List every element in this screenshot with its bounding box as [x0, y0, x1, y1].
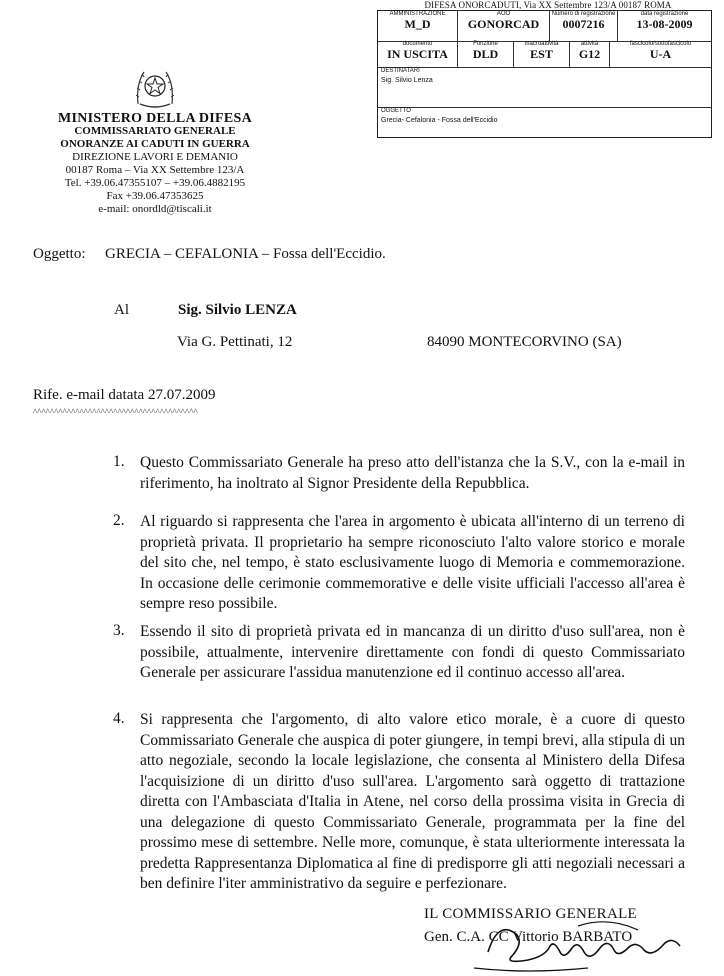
stamp-data: data registrazione 13-08-2009: [636, 11, 693, 31]
subject-line: [33, 246, 386, 263]
office-subname: ONORANZE AI CADUTI IN GUERRA: [60, 138, 250, 150]
reference-underline: ^^^^^^^^^^^^^^^^^^^^^^^^^^^^^^^^^^^^^^^: [33, 407, 198, 417]
paragraph-1: Questo Commissariato Generale ha preso atto dell'istanza che la S.V., con la e-mail in riferimento, ha inoltrato al Signor Presidente della Repubblica.: [140, 454, 685, 492]
stamp-row-1: [378, 11, 711, 42]
recipient-name: Sig. Silvio LENZA: [178, 302, 297, 318]
protocol-stamp: [377, 10, 712, 138]
recipient-city: 84090 MONTECORVINO (SA): [427, 334, 622, 350]
paragraph-number: 1.: [113, 453, 125, 470]
stamp-row-oggetto: OGGETTO Grecia- Cefalonia - Fossa dell'Eccidio: [381, 108, 498, 124]
stamp-aoo: AOO GONORCAD: [458, 11, 550, 41]
stamp-attivita: attività G12: [570, 41, 610, 67]
department-name: DIREZIONE LAVORI E DEMANIO: [72, 151, 238, 163]
ministry-title: MINISTERO DELLA DIFESA: [57, 111, 253, 126]
reference-line: Rife. e-mail datata 27.07.2009: [33, 387, 216, 403]
signatory-title: IL COMMISSARIO GENERALE: [424, 906, 638, 922]
stamp-header: DIFESA ONORCADUTI, Via XX Settembre 123/A 00187 ROMA: [424, 0, 672, 10]
stamp-row-destinatari: DESTINATARI Sig. Silvio Lenza: [378, 67, 711, 108]
handwritten-signature-icon: [468, 912, 698, 976]
stamp-macroattivita: macroattività EST: [514, 41, 570, 67]
subject-text: GRECIA – CEFALONIA – Fossa dell'Eccidio.: [105, 246, 386, 262]
paragraph-3: Essendo il sito di proprietà privata ed in mancanza di un diritto d'uso sull'area, non è possibile, attualmente, intervenire direttamente con fondi di questo Commissariato Generale per assicurare l'assidua manutenzione ed il continuo accesso all'area.: [140, 623, 685, 681]
paragraph-number: 4.: [113, 710, 125, 727]
stamp-row-2: [378, 41, 711, 68]
recipient-prefix: Al: [114, 302, 129, 318]
stamp-fascicolo: fascicolo/sottofascicolo U-A: [629, 41, 692, 61]
office-email: e-mail: onordld@tiscali.it: [98, 203, 212, 215]
paragraph-number: 3.: [113, 622, 125, 639]
stamp-numero: Numero di registrazione 0007216: [550, 11, 618, 41]
stamp-amministrazione: AMMINISTRAZIONE M_D: [378, 11, 458, 41]
paragraph-4: Si rappresenta che l'argomento, di alto valore etico morale, è a cuore di questo Commissariato Generale che auspica di poter giungere, in tempi brevi, alla stipula di un atto negoziale, secondo la locale legislazione, che consenta al Ministero della Difesa l'acquisizione di un diritto d'uso sull'area. L'argomento sarà oggetto di trattazione diretta con l'Ambasciata d'Italia in Atene, nel corso della prossima visita in Grecia di una delegazione di questo Commissariato Generale, programmata per la fine del prossimo mese di settembre. Nelle more, comunque, è stata ulteriormente interessata la predetta Rappresentanza Diplomatica al fine di predisporre gli atti negoziali necessari a ben definire l'iter amministrativo da seguire e perfezionare.: [140, 711, 685, 892]
recipient-street: Via G. Pettinati, 12: [177, 334, 293, 350]
signatory-name: Gen. C.A. CC Vittorio BARBATO: [424, 929, 633, 945]
paragraph-2: Al riguardo si rappresenta che l'area in argomento è ubicata all'interno di un terreno di proprietà privata. Il proprietario ha sempre riconosciuto l'alto valore storico e morale del sito che, nel tempo, è stato esclusivamente luogo di Memoria e commemorazione. In occasione delle cerimonie commemorative e delle visite ufficiali l'accesso all'area è sempre reso possibile.: [140, 513, 685, 612]
stamp-funzione: Funzione DLD: [458, 41, 514, 67]
stamp-documento: documento IN USCITA: [378, 41, 458, 67]
subject-label: Oggetto:: [33, 246, 86, 262]
office-name: COMMISSARIATO GENERALE: [74, 125, 236, 137]
office-address: 00187 Roma – Via XX Settembre 123/A: [65, 164, 245, 176]
italian-republic-emblem-icon: [134, 64, 176, 110]
paragraph-number: 2.: [113, 512, 125, 529]
letterhead: [40, 112, 270, 216]
office-fax: Fax +39.06.47353625: [106, 190, 204, 202]
office-phone: Tel. +39.06.47355107 – +39.06.4882195: [64, 177, 246, 189]
